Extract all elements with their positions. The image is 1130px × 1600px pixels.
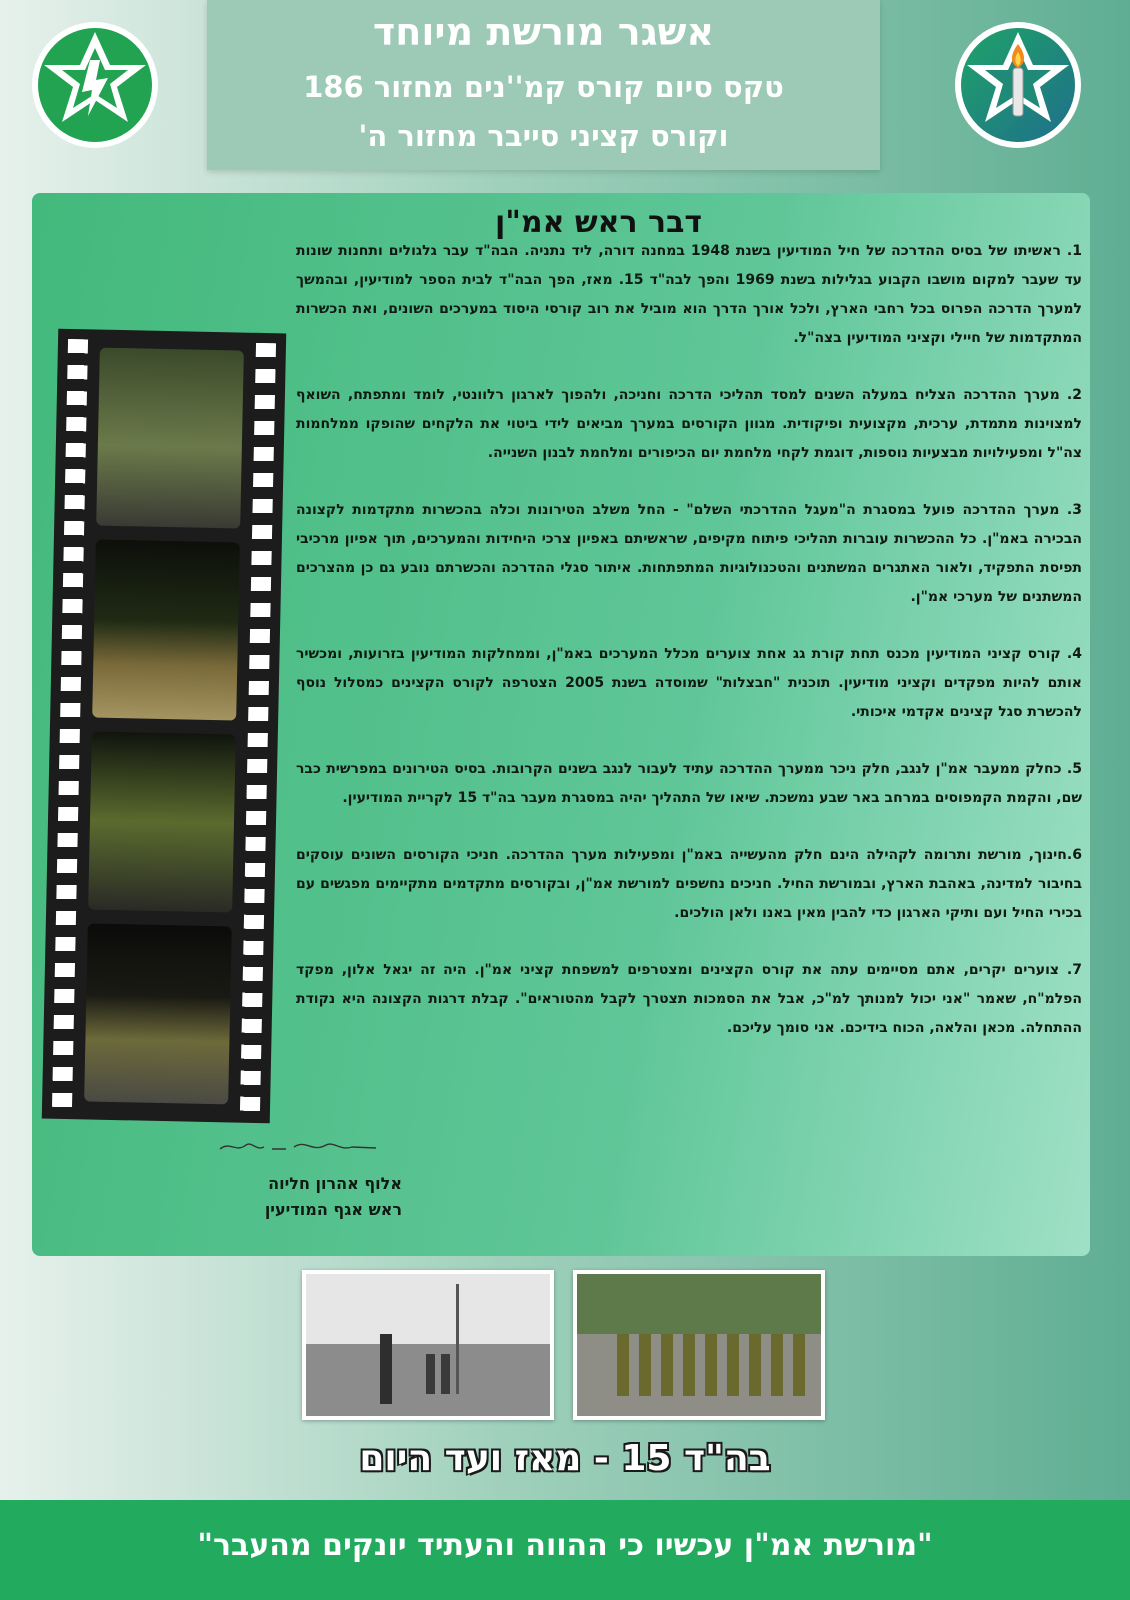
film-photo-night-parade	[92, 540, 240, 721]
header-banner	[207, 0, 880, 170]
film-photo-parade-formation	[84, 923, 232, 1104]
commander-message-panel	[32, 193, 1090, 1256]
header-subtitle-cyber: וקורס קציני סייבר מחזור ה'	[358, 119, 729, 153]
signer-block	[192, 1171, 402, 1223]
footer-banner	[0, 1500, 1130, 1600]
handwritten-signature	[216, 1137, 386, 1157]
paragraph: 1. ראשיתו של בסיס ההדרכה של חיל המודיעין בשנת 1948 במחנה דורה, ליד נתניה. הבה"ד עבר גלגולים ותחנות שונות עד שעבר למקום מושבו הקבוע בגלילות בשנת 1969 והפך לבה"ד 15. מאז, הפך הבה"ד לבית הספר למודיעין, ובהמשך למערך הדרכה הפרוס בכל רחבי הארץ, ולכל אורך הדרך הוא מוביל את רוב קורסי היסוד במערכים השונים, ואת הכשרות המתקדמות של חיילי וקציני המודיעין בצה"ל.	[296, 243, 1083, 346]
header-title: אשגר מורשת מיוחד	[372, 10, 715, 54]
paragraph: 4. קורס קציני המודיעין מכנס תחת קורת גג אחת צוערים מכלל המערכים באמ"ן, וממחלקות המודיעין בזרועות, ומכשיר אותם להיות מפקדים וקציני מודיעין. תוכנית "חבצלות" שמוסדה בשנת 2005 הצטרפה לקורס הקצינים כמסלול נוסף להכשרת סגל קצינים אקדמי איכותי.	[296, 646, 1082, 720]
film-perforations	[240, 343, 276, 1113]
paragraph: 6.חינוך, מורשת ותרומה לקהילה הינם חלק מהעשייה באמ"ן ומפעילות מערך ההדרכה. חניכי הקורסים השונים עוסקים בחיבור למדינה, באהבת הארץ, ובמורשת החיל. חניכים נחשפים למורשת אמ"ן, ובקורסים מתקדמים מתקיימים מפגשים עם בכירי החיל ועם ותיקי הארגון כדי להבין מאין באנו ולאן הולכים.	[296, 847, 1082, 921]
signer-name: אלוף אהרון חליוה	[268, 1174, 402, 1193]
film-photo-marching-cadets	[88, 731, 236, 912]
recent-photo-cadets-formation	[573, 1270, 825, 1420]
intelligence-corps-emblem-icon	[30, 20, 160, 150]
recent-photo-scene	[577, 1274, 821, 1416]
signer-role: ראש אגף המודיעין	[264, 1200, 402, 1219]
intelligence-torch-emblem-icon	[953, 20, 1083, 150]
header-subtitle-course: טקס סיום קורס קמ''נים מחזור 186	[303, 70, 784, 104]
since-caption: בה"ד 15 - מאז ועד היום	[359, 1438, 771, 1479]
panel-title: דבר ראש אמ"ן	[494, 205, 702, 240]
footer-quote: "מורשת אמ"ן עכשיו כי ההווה והעתיד יונקים מהעבר"	[197, 1528, 933, 1563]
historic-photo-salute	[302, 1270, 554, 1420]
message-body	[296, 237, 1082, 1071]
paragraph: 5. כחלק ממעבר אמ"ן לנגב, חלק ניכר ממערך ההדרכה עתיד לעבור לנגב בשנים הקרובות. בסיס הטירונים במפרשית כבר שם, והקמת הקמפוסים במרחב באר שבע נמשכת. שיאו של התהליך יהיה במסגרת מעבר בה"ד 15 לקריית המודיעין.	[296, 761, 1082, 806]
film-strip	[42, 329, 286, 1124]
paragraph: 2. מערך ההדרכה הצליח במעלה השנים למסד תהליכי הדרכה וחניכה, ולהפוך לארגון רלוונטי, לומד ומתפתח, השואף למצוינות מתמדת, ערכית, מקצועית ופיקודית. מגוון הקורסים במערך מביאים לידי ביטוי את הלקחים שהופקו ממלחמות צה"ל ומפעילויות מבצעיות נוספות, דוגמת לקחי מלחמת יום הכיפורים ומלחמת לבנון השנייה.	[296, 387, 1082, 461]
film-photo-soldiers-saluting	[96, 348, 244, 529]
film-perforations	[52, 339, 88, 1109]
paragraph: 3. מערך ההדרכה פועל במסגרת ה"מעגל ההדרכתי השלם" - החל משלב הטירונות וכלה בהכשרות מתקדמות לקצונה הבכירה באמ"ן. כל ההכשרות עוברות תהליכי פיתוח מקיפים, שראשיתם באפיון צרכי היחידות והמערכים, תוך אפיון מרכיבי תפיסת התפקיד, ולאור האתגרים המשתנים והטכנולוגיות המתפתחות. איתור סגלי ההדרכה והכשרתם נובע גם כן מהצרכים המשתנים של מערכי אמ"ן.	[296, 502, 1082, 605]
paragraph: 7. צוערים יקרים, אתם מסיימים עתה את קורס הקצינים ומצטרפים למשפחת קציני אמ"ן. היה זה יגאל אלון, מפקד הפלמ"ח, שאמר "אני יכול למנותך למ"כ, אבל את הסמכות תצטרך לקבל מהטוראים". קבלת דרגות הקצונה היא נקודת ההתחלה. מכאן והלאה, הכוח בידיכם. אני סומך עליכם.	[296, 962, 1082, 1036]
historic-photo-scene	[306, 1274, 550, 1416]
